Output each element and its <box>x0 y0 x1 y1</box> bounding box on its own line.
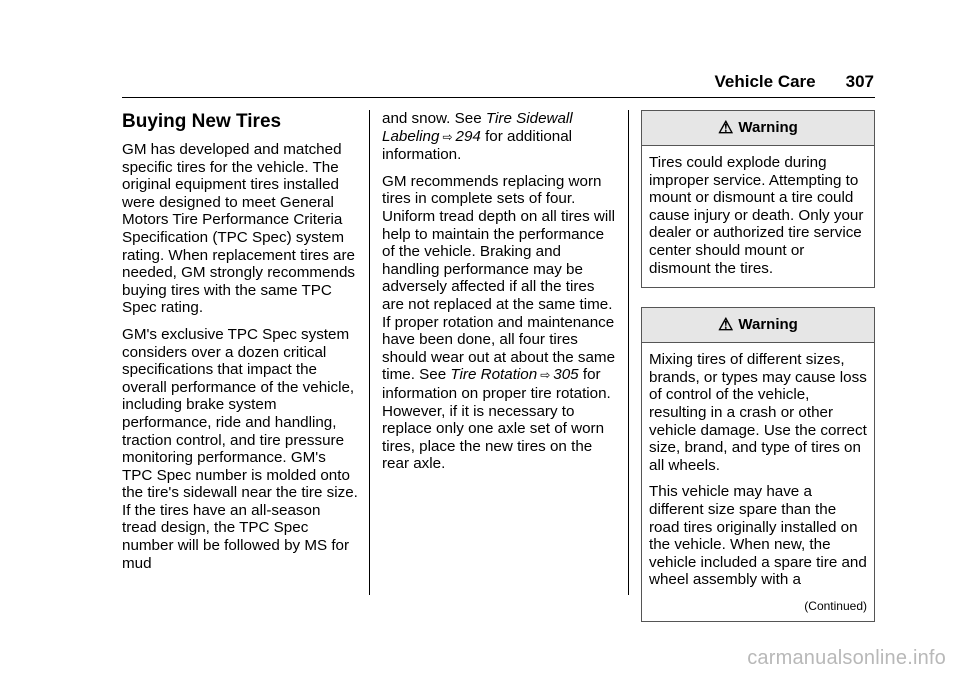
cross-reference-link[interactable]: Tire Rotation <box>450 366 538 384</box>
paragraph: GM has developed and matched specific tires for the vehicle. The original equipment tires installed were designed to meet General Motors Tire Performance Criteria Specification (TPC Spec) system rating. When replacement tires are needed, GM strongly recommends buying tires with the same TPC Spec rating. <box>122 141 355 317</box>
warning-label: Warning <box>738 316 798 334</box>
text: for information on proper tire rotation. However, if it is necessary to replace only one axle set of worn tires, place the new tires on the rear axle. <box>382 366 611 473</box>
cross-reference-page[interactable]: 294 <box>455 127 481 145</box>
page-header <box>715 72 875 92</box>
cross-reference-link[interactable]: Tire Sidewall Labeling <box>382 110 573 145</box>
warning-label: Warning <box>738 119 798 137</box>
column-2 <box>382 110 618 482</box>
warning-text: This vehicle may have a different size spare than the road tires originally installed on the vehicle. When new, the vehicle included a spare tire and wheel assembly with a <box>649 483 867 589</box>
warning-text: Tires could explode during improper service. Attempting to mount or dismount a tire could cause injury or death. Only your dealer or authorized tire service center should mount or dismount the tires. <box>649 154 864 277</box>
page-number: 307 <box>845 72 874 91</box>
column-3 <box>641 110 875 641</box>
page-ref-arrow-icon: ⇨ <box>540 368 551 383</box>
continued-label: (Continued) <box>804 598 867 613</box>
text: and snow. See <box>382 110 482 127</box>
warning-triangle-icon: ⚠ <box>718 315 734 335</box>
warning-box <box>641 110 875 288</box>
warning-header <box>642 111 874 146</box>
section-heading: Buying New Tires <box>122 111 282 132</box>
header-rule <box>122 97 875 98</box>
warning-body <box>642 146 874 287</box>
page-ref-arrow-icon: ⇨ <box>442 129 453 144</box>
warning-text: Mixing tires of different sizes, brands, or types may cause loss of control of the vehicle, resulting in a crash or other vehicle damage. Use the correct size, brand, and type of tires on all wheels. <box>649 351 867 474</box>
paragraph <box>382 173 618 473</box>
text: for additional information. <box>382 127 573 164</box>
section-title: Vehicle Care <box>714 72 816 91</box>
cross-reference-page[interactable]: 305 <box>553 366 579 384</box>
warning-triangle-icon: ⚠ <box>718 118 734 138</box>
watermark: carmanualsonline.info <box>747 647 946 669</box>
warning-body <box>642 343 874 621</box>
column-1 <box>122 110 358 581</box>
paragraph: GM's exclusive TPC Spec system considers over a dozen critical specifications that impact the overall performance of the vehicle, including brake system performance, ride and handling, traction control, and tire pressure monitoring performance. GM's TPC Spec number is molded onto the tire's sidewall near the tire size. If the tires have an all-season tread design, the TPC Spec number will be followed by MS for mud <box>122 325 358 572</box>
warning-box <box>641 307 875 622</box>
text: GM recommends replacing worn tires in complete sets of four. Uniform tread depth on all tires will help to maintain the performance of the vehicle. Braking and handling performance may be adversely affected if all the tires are not replaced at the same time. If proper rotation and maintenance have been done, all four tires should wear out at about the same time. See <box>382 172 616 384</box>
paragraph <box>382 110 618 164</box>
column-divider <box>369 110 370 595</box>
column-divider <box>628 110 629 595</box>
warning-header <box>642 308 874 343</box>
